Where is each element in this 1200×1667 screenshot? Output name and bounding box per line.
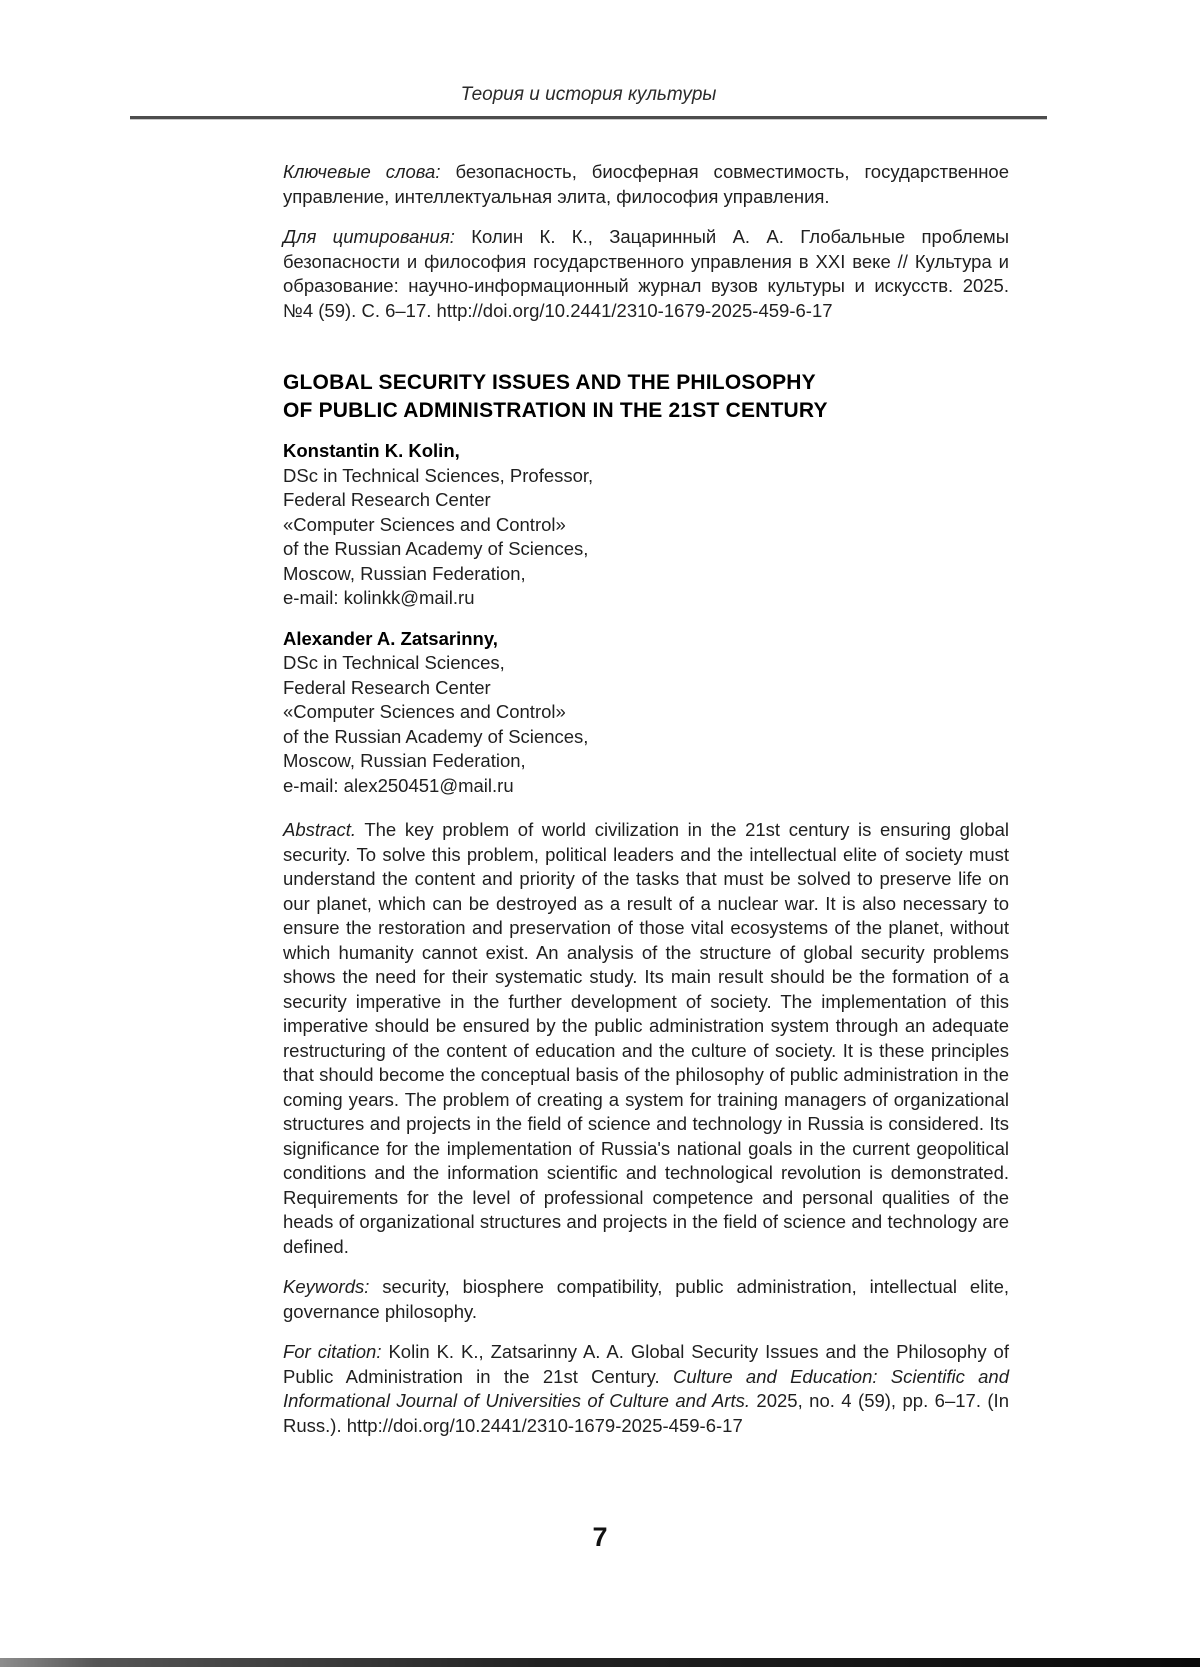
russian-keywords-label: Ключевые слова: xyxy=(283,161,441,182)
author-email-line: e-mail: kolinkk@mail.ru xyxy=(283,587,475,608)
english-keywords-paragraph xyxy=(283,1275,1009,1324)
english-citation-label: For citation: xyxy=(283,1341,382,1362)
author-affiliation-line: of the Russian Academy of Sciences, xyxy=(283,538,589,559)
article-front-matter xyxy=(283,160,1009,1454)
english-citation-text: Kolin K. K., Zatsarinny A. A. Global Security Issues and the Philosophy of Public Administration in the 21st Century. xyxy=(283,1341,1009,1387)
article-title-line-2: OF PUBLIC ADMINISTRATION IN THE 21ST CENTURY xyxy=(283,399,828,422)
english-citation-details: 2025, no. 4 (59), pp. 6–17. (In Russ.). http://doi.org/10.2441/2310-1679-2025-459-6-17 xyxy=(283,1390,1009,1436)
russian-keywords-paragraph xyxy=(283,160,1009,209)
page-bottom-edge xyxy=(0,1658,1200,1667)
page-number: 7 xyxy=(592,1522,608,1552)
author-affiliation-line: Federal Research Center xyxy=(283,676,491,698)
english-keywords-label: Keywords: xyxy=(283,1276,370,1297)
author-name: Konstantin K. Kolin, xyxy=(283,440,460,461)
abstract-label: Abstract. xyxy=(283,819,356,840)
author-affiliation-line: «Computer Sciences and Control» xyxy=(283,513,566,535)
running-head: Теория и история культуры xyxy=(460,84,717,105)
abstract-text: The key problem of world civilization in the 21st century is ensuring global security. To solve this problem, political leaders and the intellectual elite of society must understand the content and priority of the tasks that must be solved to preserve life on our planet, which can be destroyed as a result of a nuclear war. It is also necessary to ensure the restoration and preservation of those vital ecosystems of the planet, without which humanity cannot exist. An analysis of the structure of global security problems shows the need for their systematic study. Its main result should be the formation of a security imperative in the further development of society. The implementation of this imperative should be ensured by the public administration system through an adequate restructuring of the content of education and the culture of society. It is these principles that should become the conceptual basis of the philosophy of public administration in the coming years. The problem of creating a system for training managers of organizational structures and projects in the field of science and technology in Russia is considered. Its significance for the implementation of Russia's national goals in the current geopolitical conditions and the information scientific and technological revolution is demonstrated. Requirements for the level of professional competence and personal qualities of the heads of organizational structures and projects in the field of science and technology are defined. xyxy=(283,819,1010,1257)
russian-citation-paragraph xyxy=(283,225,1009,323)
english-citation-journal-title: Culture and Education: Scientific and Informational Journal of Universities of Culture and Arts. xyxy=(283,1365,1009,1411)
english-keywords-text: security, biosphere compatibility, public administration, intellectual elite, governance philosophy. xyxy=(283,1276,1009,1322)
russian-citation-text: Колин К. К., Зацаринный А. А. Глобальные проблемы безопасности и философия государственного управления в XXI веке // Культура и образование: научно-информационный журнал вузов культуры и искусств. 2025. №4 (59). С. 6–17. http://doi.org/10.2441/2310-1679-2025-459-6-17 xyxy=(283,226,1009,321)
author-name: Alexander A. Zatsarinny, xyxy=(283,627,498,649)
russian-keywords-text: безопасность, биосферная совместимость, государственное управление, интеллектуальная элита, философия управления. xyxy=(283,161,1009,207)
russian-citation-label: Для цитирования: xyxy=(283,226,455,247)
author-location-line: Moscow, Russian Federation, xyxy=(283,750,526,771)
english-citation-paragraph xyxy=(283,1340,1009,1438)
author-block-zatsarinny xyxy=(283,627,1009,799)
author-location-line: Moscow, Russian Federation, xyxy=(283,562,526,584)
author-block-kolin xyxy=(283,439,1009,611)
author-degree-line: DSc in Technical Sciences, Professor, xyxy=(283,464,594,486)
article-title xyxy=(283,369,1009,425)
author-degree-line: DSc in Technical Sciences, xyxy=(283,652,505,673)
abstract-paragraph xyxy=(283,818,1009,1259)
article-title-line-1: GLOBAL SECURITY ISSUES AND THE PHILOSOPHY xyxy=(283,371,816,394)
author-affiliation-line: «Computer Sciences and Control» xyxy=(283,701,566,722)
header-rule xyxy=(130,116,1047,119)
author-email-line: e-mail: alex250451@mail.ru xyxy=(283,774,514,796)
author-affiliation-line: Federal Research Center xyxy=(283,489,491,510)
author-affiliation-line: of the Russian Academy of Sciences, xyxy=(283,725,589,747)
